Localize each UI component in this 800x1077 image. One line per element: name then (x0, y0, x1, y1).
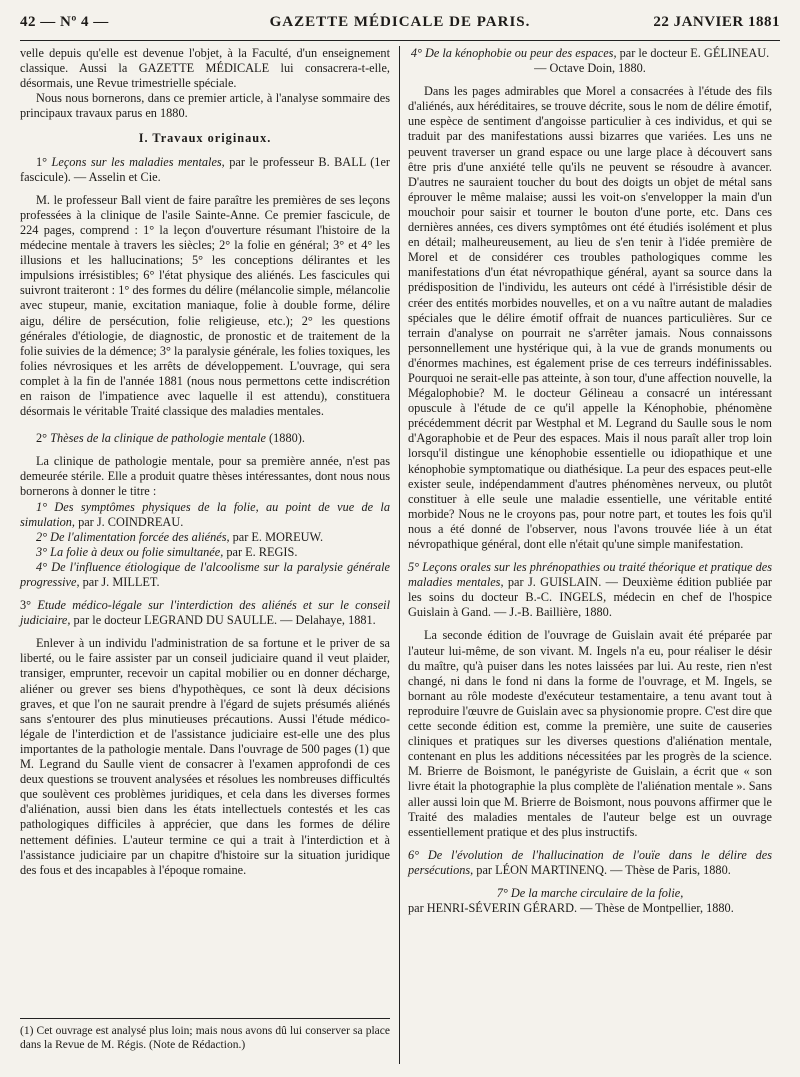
entry-2-title: Thèses de la clinique de pathologie mentale (50, 431, 266, 446)
thesis-1-author: par J. COINDREAU. (75, 514, 184, 529)
entry-5-title: 5° Leçons orales sur les phrénopathies ou traité théorique et pratique des maladies mentales, (408, 560, 772, 590)
entry-1-body: M. le professeur Ball vient de faire paraître les premières de ses leçons professées à la clinique de l'asile Sainte-Anne. Ce premier fascicule, de 224 pages, comprend : 1° la leçon d'ouverture résumant l'histoire de la médecine mentale à travers les siècles; 2° la folie en général; 3° et 4° les illusions et les hallucinations; 5° les conceptions délirantes et les impulsions irrésistibles; 6° l'état physique des aliénés. Les fascicules qui suivront traiteront : 1° des formes du délire (mélancolie simple, mélancolie avec stupeur, manie, excitation maniaque, folie à double forme, délire aigu, délire de persécution, folie religieuse, etc.); 2° les questions générales d'étiologie, de diagnostic, de pronostic et de traitement de la folie suivies de la démence; 3° la paralysie générale, les folies toxiques, les folies névrosiques et les arrêts de développement. L'ouvrage, qui sera complet à la fin de l'année 1881 (nous nous permettons cette indiscrétion en raison de l'impatience avec laquelle il est attendu), constituera désormais le véritable Traité classique des maladies mentales. (20, 192, 390, 419)
thesis-2-title: 2° De l'alimentation forcée des aliénés, (36, 529, 230, 544)
entry-5-author: par J. GUISLAIN. — Deuxième édition publiée par les soins du docteur B.-C. INGELS, médecin en chef de l'hospice Guislain à Gand. — J.-B. Baillière, 1880. (408, 575, 772, 620)
entry-1-heading (20, 155, 390, 185)
entry-3-heading (20, 598, 390, 628)
entry-3-title: Etude médico-légale sur l'interdiction des aliénés et sur le conseil judiciaire, (20, 598, 390, 628)
section-heading: I. Travaux originaux. (138, 131, 272, 146)
right-column (408, 46, 772, 1062)
entry-2-body: La clinique de pathologie mentale, pour sa première année, n'est pas demeurée stérile. Elle a produit quatre thèses intéressantes, dont nous nous bornerons à donner le titre : (20, 454, 390, 499)
entry-2-number: 2° (36, 431, 51, 446)
entry-1-title: Leçons sur les maladies mentales, (51, 154, 225, 169)
entry-5-body: La seconde édition de l'ouvrage de Guislain avait été préparée par l'auteur lui-même, de son vivant. M. Ingels n'a eu, pour réaliser le désir du maître, qu'à puiser dans les notes laissées par lui. Au reste, rien n'est changé, ni dans le fond ni dans la forme de l'ouvrage, et M. Ingels, se bornant au rôle modeste d'exécuteur testamentaire, a tenu avant tout à reproduire l'œuvre de Guislain avec sa physionomie propre. C'est dire que cette seconde édition est, comme la première, une suite de causeries cliniques et pratiques sur les diverses questions d'aliénation mentale, contenant en plus les additions nécessitées par les progrès de la science. M. Brierre de Boismont, le panégyriste de Guislain, a écrit que « son livre était la photographie la plus complète de l'aliénation mentale ». Sans aller aussi loin que M. Brierre de Boismont, nous pouvons affirmer que le Traité des maladies mentales de l'auteur belge est un ouvrage essentiellement pratique et des plus instructifs. (408, 628, 773, 839)
left-column (20, 46, 390, 1020)
intro-paragraph-2: Nous nous bornerons, dans ce premier article, à l'analyse sommaire des principaux travaux parus en 1880. (20, 91, 390, 121)
intro-paragraph: velle depuis qu'elle est devenue l'objet, à la Faculté, d'un enseignement classique. Aussi la GAZETTE MÉDICALE lui consacrera-t-elle, désormais, une Revue trimestrielle spéciale. (20, 46, 390, 91)
entry-4-title: 4° De la kénophobie ou peur des espaces, (410, 46, 617, 60)
thesis-item-3 (20, 545, 390, 560)
entry-6-title: 6° De l'évolution de l'hallucination de l'ouïe dans le délire des persécutions, (408, 847, 772, 877)
thesis-3-title: 3° La folie à deux ou folie simultanée, (36, 544, 224, 559)
entry-1-author: par le professeur B. BALL (1er fascicule). — Asselin et Cie. (20, 154, 391, 184)
entry-3-number: 3° (20, 598, 38, 613)
entry-7-author: par HENRI-SÉVERIN GÉRARD. — Thèse de Montpellier, 1880. (408, 901, 734, 916)
entry-2-year: (1880). (265, 431, 305, 446)
entry-6-heading (408, 848, 772, 878)
thesis-1-title: 1° Des symptômes physiques de la folie, au point de vue de la simulation, (20, 499, 390, 529)
thesis-item-4 (20, 560, 390, 590)
entry-4-author: par le docteur E. GÉLINEAU. — Octave Doin, 1880. (534, 46, 770, 76)
journal-title: GAZETTE MÉDICALE DE PARIS. (269, 14, 531, 30)
header-rule (20, 40, 780, 41)
thesis-2-author: par E. MOREUW. (229, 529, 324, 544)
footnote-rule (20, 1018, 390, 1019)
entry-7-title: 7° De la marche circulaire de la folie, (496, 885, 684, 900)
page-number: 42 — Nº 4 — (20, 14, 109, 30)
footnote: (1) Cet ouvrage est analysé plus loin; mais nous avons dû lui conserver sa place dans la Revue de M. Régis. (Note de Rédaction.) (20, 1025, 390, 1051)
column-divider (399, 46, 400, 1064)
entry-7-heading (408, 886, 772, 901)
thesis-4-title: 4° De l'influence étiologique de l'alcoolisme sur la paralysie générale progressive, (20, 559, 390, 589)
entry-3-body: Enlever à un individu l'administration de sa fortune et le priver de sa liberté, ou le faire assister par un conseil judiciaire quand il veut plaider, transiger, emprunter, recevoir un capital mobilier ou en donner décharge, aliéner ou grever ses biens d'hypothèques, ce sont là deux décisions graves, et que l'on ne saurait prendre à l'égard de sujets présumés aliénés sans s'entourer des plus minutieuses précautions. Aussi l'étude médico-légale de l'interdiction et de l'assistance judiciaire est-elle une des plus importantes de la pathologie mentale. Dans l'ouvrage de 500 pages (1) que M. Legrand du Saulle vient de consacrer à l'examen approfondi de ces deux questions se trouvent analysées et résolues les nombreuses difficultés que soulèvent ces problèmes juridiques, et cela dans les diverses formes d'aliénation, aussi bien dans les états intellectuels contestés et les cas pathologiques difficiles à apprécier, que dans les formes de délire nettement définies. L'auteur termine ce qui a trait à l'interdiction et à l'assistance judiciaire par un chapitre d'histoire sur la situation juridique des fous et des incapables à l'époque romaine. (20, 636, 390, 877)
entry-2-heading (20, 431, 390, 446)
thesis-4-author: par J. MILLET. (79, 575, 160, 589)
entry-5-heading (408, 560, 772, 620)
issue-date: 22 JANVIER 1881 (653, 14, 780, 30)
entry-6-author: par LÉON MARTINENQ. — Thèse de Paris, 1880. (473, 862, 731, 877)
page-header (20, 14, 780, 36)
entry-4-body: Dans les pages admirables que Morel a consacrées à l'étude des fils d'aliénés, aux héréditaires, se trouve décrite, sous le nom de délire émotif, une espèce de sentiment d'angoisse particulier à ces individus, et qui se traduit par des manifestations aussi bizarres que variées. Les uns ne peuvent traverser un grand espace ou une large place à découvert sans être pris d'une anxiété telle qu'ils ne peuvent se résoudre à avancer. D'autres ne sauraient toucher du bout des doigts un objet de métal sans éprouver le même malaise; aussi les voit-on s'envelopper la main d'un mouchoir pour saisir et tourner le bouton d'une porte, etc. Dans ces dernières années, ces divers symptômes ont été étudiés isolément et plus en détail; malheureusement, au lieu de s'en tenir à l'idée première de Morel et de considérer ces troubles pathologiques comme les manifestations d'un état névropathique général, ayant sa source dans la prédisposition de l'individu, les auteurs ont cédé à l'irrésistible désir de créer des entités morbides nouvelles, et on a vu naître autant de maladies spéciales que le délire émotif offrait de nuances particulières. Sur ce terrain d'analyse on pourrait ne s'arrêter jamais. Nous connaissons personnellement une hystérique qui, à la vue de grands monuments ou d'énormes machines, est également prise de ces terreurs indéfinissables. Pourquoi ne serait-elle pas atteinte, à son tour, d'une affection nouvelle, la Mégalophobie? M. le docteur Gélineau a consacré un intéressant opuscule à l'étude de ce qu'il appelle la Kénophobie, phénomène précédemment décrit par Westphal et M. Legrand du Saulle sous le nom d'Agoraphobie et de Peur des espaces. Mais il nous paraît aller trop loin lorsqu'il distingue une kénophobie essentielle ou idiopathique et une kénophobie symptomatique ou diathésique. La peur des espaces peut-elle exister seule, indépendamment d'autres phénomènes nerveux, ou plutôt constituer à elle seule une maladie essentielle, une véritable entité morbide? Nous ne le croyons pas, pour notre part, et toutes les fois qu'il nous a été donné de l'observer, nous l'avons trouvée liée à un état névropathique général, dont elle n'était qu'une simple manifestation. (408, 84, 772, 551)
thesis-item-1 (20, 500, 390, 530)
entry-1-number: 1° (36, 154, 52, 169)
thesis-item-2 (20, 530, 390, 545)
thesis-3-author: par E. REGIS. (223, 544, 298, 559)
entry-4-heading (408, 46, 772, 76)
entry-3-author: par le docteur LEGRAND DU SAULLE. — Delahaye, 1881. (70, 613, 376, 628)
